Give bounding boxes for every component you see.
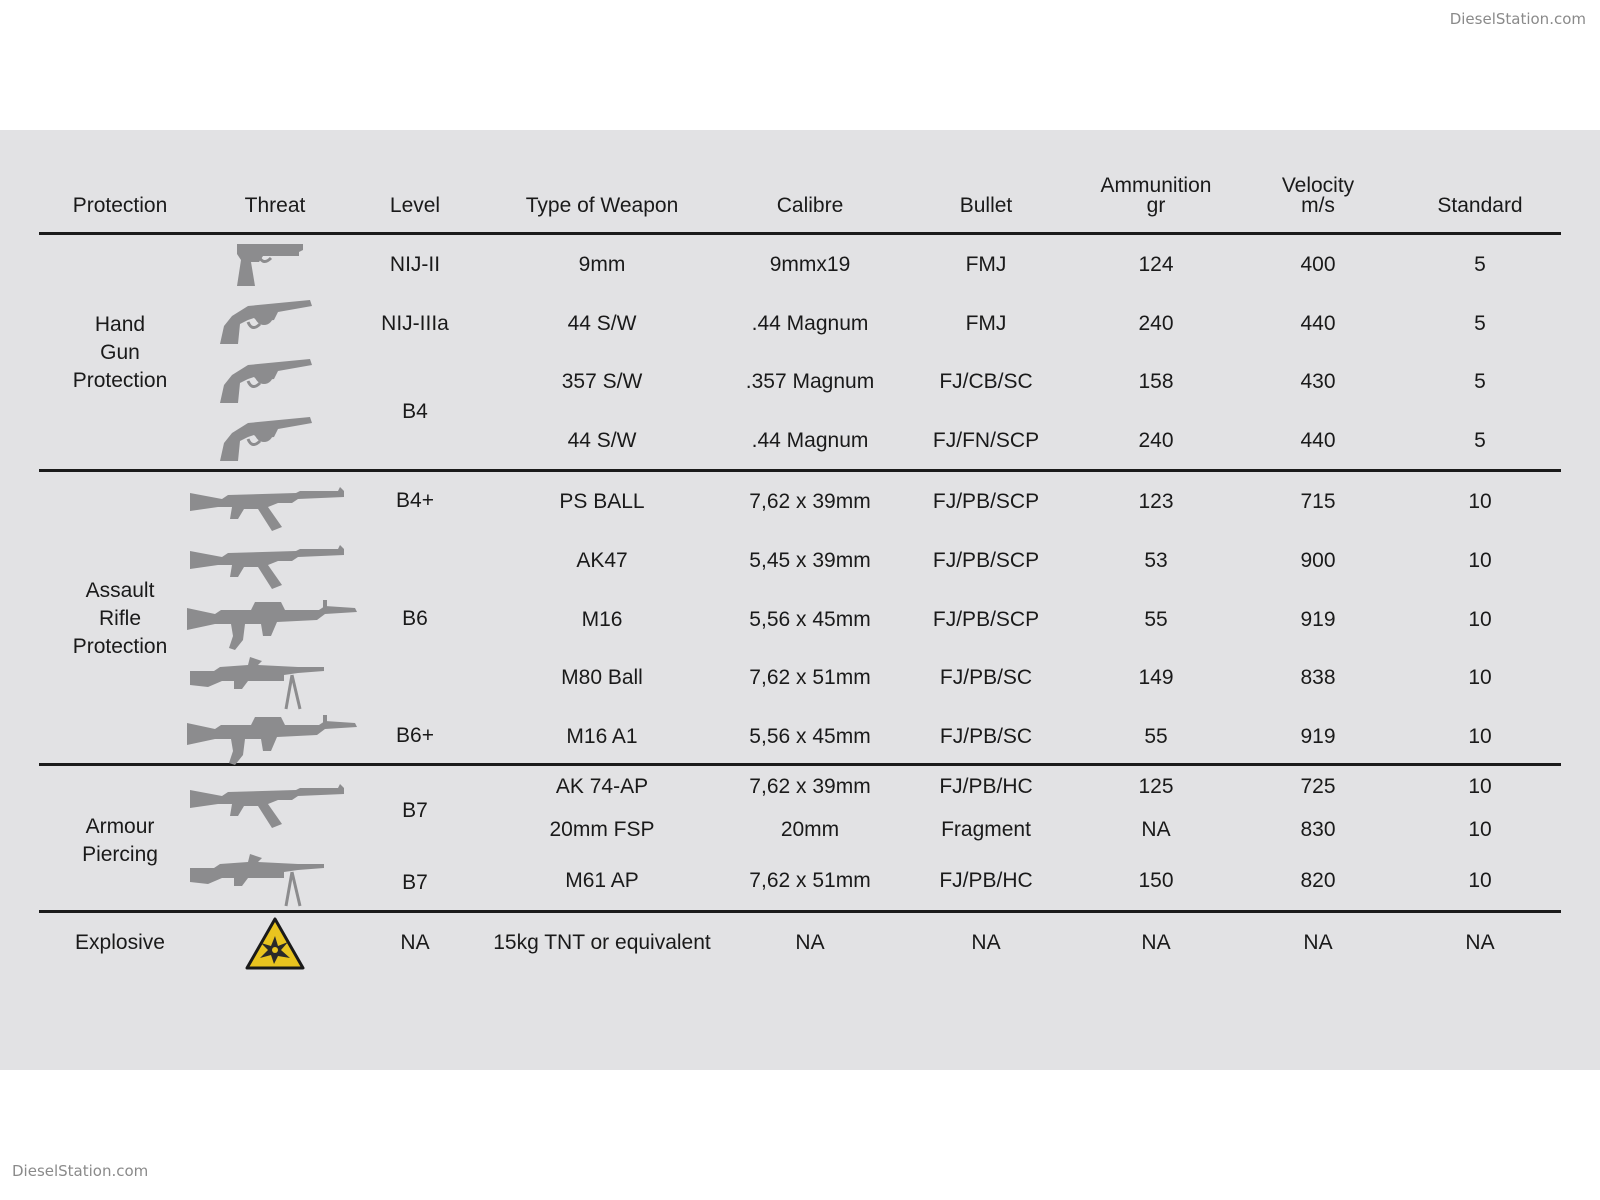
calibre-cell: 7,62 x 51mm [749,666,871,689]
group-label-line: Protection [72,369,168,392]
group-divider-1 [39,469,1561,472]
standard-cell: 10 [1468,775,1492,798]
ammunition-cell: NA [1141,818,1171,841]
ak47-icon [188,782,348,832]
level-cell: B4+ [396,489,434,512]
type-of-weapon-cell: M16 [581,608,623,631]
level-cell: B6+ [396,724,434,747]
ammunition-cell: 123 [1138,490,1174,513]
calibre-cell: .44 Magnum [751,429,869,452]
header-calibre: Calibre [776,194,844,217]
type-of-weapon-cell: AK47 [576,549,628,572]
standard-cell: 10 [1468,725,1492,748]
bullet-cell: NA [971,931,1001,954]
ammunition-cell: 240 [1138,312,1174,335]
pistol-icon [233,240,305,290]
group-label-line: Hand [94,313,146,336]
ammunition-cell: 150 [1138,869,1174,892]
calibre-cell: 9mmx19 [769,253,851,276]
header-ammunition-unit: gr [1146,194,1166,217]
calibre-cell: 7,62 x 39mm [749,775,871,798]
header-level: Level [389,194,441,217]
type-of-weapon-cell: PS BALL [559,490,645,513]
revolver-icon [218,415,314,465]
ammunition-cell: 55 [1144,725,1168,748]
level-cell: NIJ-IIIa [381,312,449,335]
standard-cell: 5 [1474,253,1486,276]
standard-cell: NA [1465,931,1495,954]
header-velocity-label: Velocity [1281,174,1355,197]
standard-cell: 5 [1474,370,1486,393]
velocity-cell: 715 [1300,490,1336,513]
group-label-line: Piercing [82,843,158,866]
ammunition-cell: NA [1141,931,1171,954]
calibre-cell: .44 Magnum [751,312,869,335]
velocity-cell: 440 [1300,429,1336,452]
bullet-cell: FJ/PB/SC [939,666,1033,689]
calibre-cell: 5,45 x 39mm [749,549,871,572]
type-of-weapon-cell: 44 S/W [567,429,637,452]
group-label-assault-rifle [35,577,205,661]
calibre-cell: 5,56 x 45mm [749,608,871,631]
header-velocity [1282,176,1354,216]
level-cell: B4 [402,400,428,423]
machine-gun-icon [188,653,328,713]
header-type-of-weapon: Type of Weapon [525,194,679,217]
calibre-cell: 7,62 x 51mm [749,869,871,892]
group-label-line: Explosive [75,931,165,954]
explosive-warning-icon [244,916,306,972]
header-protection: Protection [72,194,168,217]
group-label-line: Armour [85,815,155,838]
calibre-cell: .357 Magnum [745,370,875,393]
header-divider [39,232,1561,235]
velocity-cell: 400 [1300,253,1336,276]
ammunition-cell: 125 [1138,775,1174,798]
m16-icon [185,711,360,773]
level-cell: B7 [402,871,428,894]
level-cell: NA [400,931,430,954]
ammunition-cell: 124 [1138,253,1174,276]
group-label-armour-piercing [35,813,205,869]
ammunition-cell: 53 [1144,549,1168,572]
velocity-cell: NA [1303,931,1333,954]
ammunition-cell: 158 [1138,370,1174,393]
ak47-icon [188,485,348,535]
velocity-cell: 430 [1300,370,1336,393]
calibre-cell: NA [795,931,825,954]
standard-cell: 10 [1468,869,1492,892]
m16-icon [185,596,360,658]
watermark-top: DieselStation.com [1449,10,1586,28]
velocity-cell: 820 [1300,869,1336,892]
standard-cell: 10 [1468,666,1492,689]
bullet-cell: FJ/PB/SCP [932,490,1040,513]
machine-gun-icon [188,850,328,910]
group-label-line: Protection [72,635,168,658]
type-of-weapon-cell: M16 A1 [566,725,638,748]
header-threat: Threat [244,194,306,217]
bullet-cell: FMJ [965,312,1007,335]
ak47-icon [188,543,348,593]
velocity-cell: 440 [1300,312,1336,335]
standard-cell: 5 [1474,429,1486,452]
group-label-line: Gun [100,341,140,364]
standard-cell: 10 [1468,608,1492,631]
type-of-weapon-cell: 20mm FSP [549,818,655,841]
bullet-cell: Fragment [941,818,1031,841]
header-bullet: Bullet [959,194,1013,217]
header-velocity-unit: m/s [1301,194,1335,217]
type-of-weapon-cell: M61 AP [565,869,639,892]
calibre-cell: 7,62 x 39mm [749,490,871,513]
level-cell: B6 [402,607,428,630]
header-ammunition-label: Ammunition [1100,174,1212,197]
bullet-cell: FJ/PB/SCP [932,608,1040,631]
ballistic-table-panel [0,130,1600,1070]
header-standard: Standard [1437,194,1523,217]
bullet-cell: FJ/PB/SCP [932,549,1040,572]
group-divider-3 [39,910,1561,913]
bullet-cell: FJ/FN/SCP [932,429,1040,452]
group-label-hand-gun [35,311,205,395]
standard-cell: 10 [1468,549,1492,572]
header-ammunition [1101,176,1212,216]
velocity-cell: 725 [1300,775,1336,798]
type-of-weapon-cell: 357 S/W [561,370,643,393]
revolver-icon [218,357,314,407]
level-cell: B7 [402,799,428,822]
bullet-cell: FJ/PB/HC [939,869,1033,892]
velocity-cell: 830 [1300,818,1336,841]
velocity-cell: 919 [1300,725,1336,748]
standard-cell: 10 [1468,818,1492,841]
revolver-icon [218,298,314,348]
watermark-bottom: DieselStation.com [12,1162,149,1180]
bullet-cell: FMJ [965,253,1007,276]
level-cell: NIJ-II [389,253,441,276]
type-of-weapon-cell: 9mm [578,253,626,276]
velocity-cell: 838 [1300,666,1336,689]
calibre-cell: 20mm [780,818,840,841]
standard-cell: 5 [1474,312,1486,335]
velocity-cell: 900 [1300,549,1336,572]
ammunition-cell: 149 [1138,666,1174,689]
standard-cell: 10 [1468,490,1492,513]
velocity-cell: 919 [1300,608,1336,631]
type-of-weapon-cell: 44 S/W [567,312,637,335]
bullet-cell: FJ/CB/SC [939,370,1033,393]
bullet-cell: FJ/PB/HC [939,775,1033,798]
type-of-weapon-cell: M80 Ball [561,666,643,689]
bullet-cell: FJ/PB/SC [939,725,1033,748]
group-label-explosive [35,929,205,957]
calibre-cell: 5,56 x 45mm [749,725,871,748]
ammunition-cell: 240 [1138,429,1174,452]
ammunition-cell: 55 [1144,608,1168,631]
type-of-weapon-cell: AK 74-AP [555,775,649,798]
group-label-line: Rifle [98,607,141,630]
group-label-line: Assault [85,579,155,602]
type-of-weapon-cell: 15kg TNT or equivalent [493,931,711,954]
